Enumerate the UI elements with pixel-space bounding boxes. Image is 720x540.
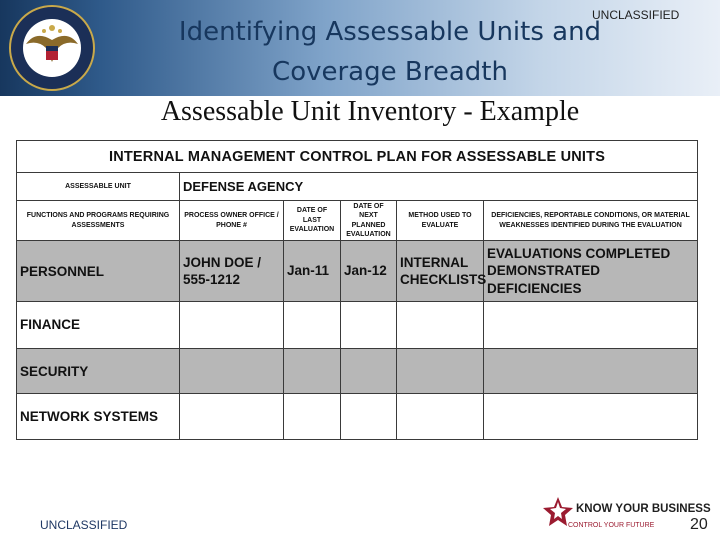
table-cell xyxy=(397,348,484,394)
table-cell xyxy=(284,348,341,394)
table-cell xyxy=(341,348,397,394)
table-cell xyxy=(484,394,698,440)
unit-label: ASSESSABLE UNIT xyxy=(17,173,180,200)
slide-title-line1: Identifying Assessable Units and xyxy=(178,17,602,47)
table-cell: INTERNAL CHECKLISTS xyxy=(397,241,484,302)
dod-seal-icon xyxy=(6,4,98,92)
control-plan-table xyxy=(16,140,698,440)
column-header: PROCESS OWNER OFFICE / PHONE # xyxy=(180,200,284,241)
table-cell xyxy=(397,394,484,440)
classification-top: UNCLASSIFIED xyxy=(592,8,680,22)
slide-title xyxy=(120,12,660,92)
table-cell xyxy=(341,394,397,440)
table-row xyxy=(17,394,698,440)
table-cell xyxy=(284,302,341,349)
header-row xyxy=(17,200,698,241)
table-cell xyxy=(180,348,284,394)
table-cell xyxy=(180,302,284,349)
classification-bottom: UNCLASSIFIED xyxy=(40,518,128,532)
column-header: FUNCTIONS AND PROGRAMS REQUIRING ASSESSMENTS xyxy=(17,200,180,241)
table-cell xyxy=(484,348,698,394)
table-cell: NETWORK SYSTEMS xyxy=(17,394,180,440)
column-header: DEFICIENCIES, REPORTABLE CONDITIONS, OR MATERIAL WEAKNESSES IDENTIFIED DURING THE EVALUATION xyxy=(484,200,698,241)
table-cell: FINANCE xyxy=(17,302,180,349)
column-header: DATE OF LAST EVALUATION xyxy=(284,200,341,241)
table-cell xyxy=(484,302,698,349)
unit-row xyxy=(17,173,698,200)
table-cell: SECURITY xyxy=(17,348,180,394)
column-header: DATE OF NEXT PLANNED EVALUATION xyxy=(341,200,397,241)
table-row xyxy=(17,302,698,349)
table-cell xyxy=(341,302,397,349)
table-cell: PERSONNEL xyxy=(17,241,180,302)
table-cell: Jan-12 xyxy=(341,241,397,302)
page-number: 20 xyxy=(690,516,708,533)
table-cell: Jan-11 xyxy=(284,241,341,302)
logo-line2: CONTROL YOUR FUTURE xyxy=(568,522,655,529)
table-cell xyxy=(397,302,484,349)
table-title: INTERNAL MANAGEMENT CONTROL PLAN FOR ASSESSABLE UNITS xyxy=(17,141,698,173)
table-cell xyxy=(180,394,284,440)
slide-subtitle: Assessable Unit Inventory - Example xyxy=(160,96,580,127)
table-cell: JOHN DOE / 555-1212 xyxy=(180,241,284,302)
slide-title-line2: Coverage Breadth xyxy=(272,57,508,87)
table-title-row xyxy=(17,141,698,173)
table-cell: EVALUATIONS COMPLETED DEMONSTRATED DEFICIENCIES xyxy=(484,241,698,302)
table-cell xyxy=(284,394,341,440)
table-row xyxy=(17,348,698,394)
column-header: METHOD USED TO EVALUATE xyxy=(397,200,484,241)
unit-value: DEFENSE AGENCY xyxy=(180,173,698,200)
table-row xyxy=(17,241,698,302)
logo-line1: KNOW YOUR BUSINESS xyxy=(576,503,711,515)
